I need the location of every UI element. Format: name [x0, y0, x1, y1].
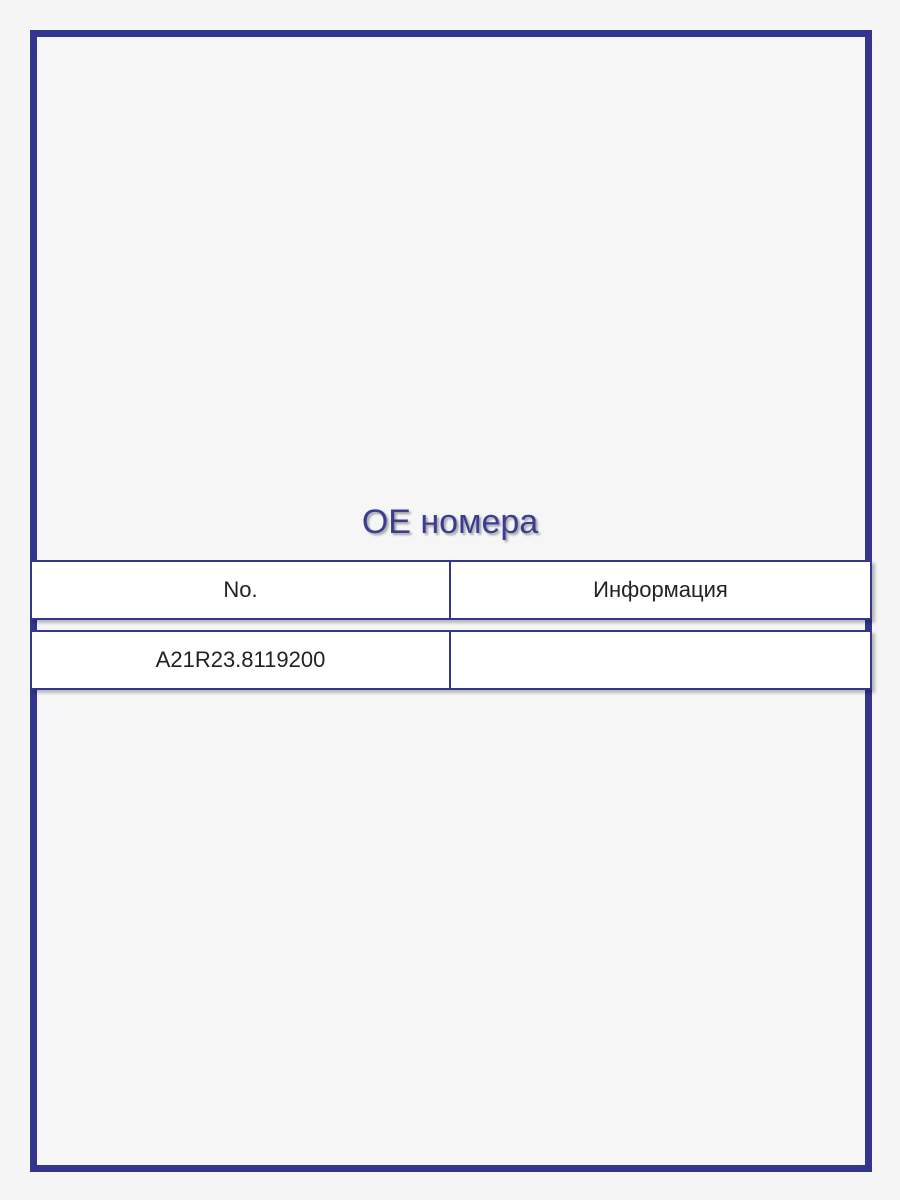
oe-number-value: A21R23.8119200 [155, 647, 326, 672]
column-header-info [451, 560, 872, 620]
cell-oe-number [30, 630, 451, 690]
table-header-row [30, 560, 872, 620]
table-row [30, 630, 872, 690]
cell-info [451, 630, 872, 690]
column-header-no-label: No. [223, 577, 258, 602]
column-header-no [30, 560, 451, 620]
page-title: OE номера [361, 503, 539, 541]
column-header-info-label: Информация [593, 577, 728, 602]
